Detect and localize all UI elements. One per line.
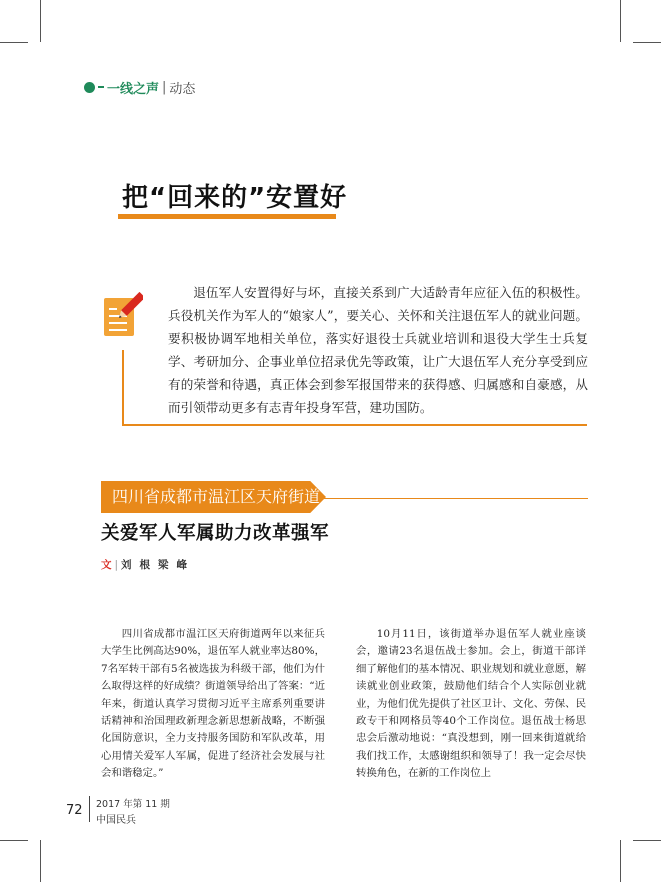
body-paragraph: 10月11日，该街道举办退伍军人就业座谈会，邀请23名退伍战士参加。会上，街道干部详细了解他们的基本情况、职业规划和就业意愿，解读就业创业政策，鼓励他们结合个人实际创业就业，为他们优先提供了社区卫计、文化、劳保、民政专干和网格员等40个工作岗位。退伍战士杨思忠会后激动地说：“真没想到，刚一回来街道就给我们找工作，太感谢组织和领导了！我一定会尽快转换角色，在新的工作岗位上 — [356, 628, 586, 780]
author-prefix: 文 — [101, 559, 112, 571]
author-separator: | — [114, 559, 119, 571]
body-column-right — [356, 626, 586, 783]
page-number: 72 — [66, 803, 83, 818]
article-subtitle: 关爱军人军属助力改革强军 — [101, 523, 330, 544]
page-title: 把“回来的”安置好 — [122, 183, 348, 213]
body-paragraph: 四川省成都市温江区天府街道两年以来征兵大学生比例高达90%，退伍军人就业率达80%，7名军转干部有5名被选拔为科级干部，他们为什么取得这样的好成绩？街道领导给出了答案：“近年来，街道认真学习贯彻习近平主席系列重要讲话精神和治国理政新理念新思想新战略，不断强化国防意识，全力支持服务国防和军队改革，用心用情关爱军人军属，促进了经济社会发展与社会和谐稳定。” — [101, 628, 325, 780]
header-separator: | — [162, 79, 167, 95]
title-underline — [118, 214, 336, 219]
location-label: 四川省成都市温江区天府街道 — [112, 487, 321, 506]
crop-mark — [633, 840, 661, 841]
author-line — [101, 557, 195, 572]
crop-mark — [620, 840, 621, 882]
bullet-dot-icon — [84, 82, 95, 93]
crop-mark — [40, 0, 41, 42]
intro-frame-bottom — [122, 424, 587, 426]
crop-mark — [40, 840, 41, 882]
magazine-name: 中国民兵 — [96, 815, 136, 826]
footer-divider — [89, 796, 90, 822]
body-column-left — [101, 626, 325, 783]
crop-mark — [633, 42, 661, 43]
crop-mark — [620, 0, 621, 42]
intro-paragraph: 退伍军人安置得好与坏，直接关系到广大适龄青年应征入伍的积极性。兵役机关作为军人的“娘家人”，要关心、关怀和关注退伍军人的就业问题。要积极协调军地相关单位，落实好退役士兵就业培训和退役大学生士兵复学、考研加分、企事业单位招录优先等政策，让广大退伍军人充分享受到应有的荣誉和待遇，真正体会到参军报国带来的获得感、归属感和自豪感，从而引领带动更多有志青年投身军营，建功国防。 — [168, 285, 588, 415]
dash-icon — [98, 86, 104, 88]
issue-label: 2017 年第 11 期 — [96, 799, 170, 810]
crop-mark — [0, 42, 28, 43]
section-header — [84, 78, 195, 96]
section-name: 动态 — [169, 81, 196, 97]
note-pencil-icon — [103, 292, 143, 338]
crop-mark — [0, 840, 28, 841]
author-names: 刘根梁峰 — [121, 559, 196, 571]
intro-frame-left — [122, 350, 124, 425]
column-name: 一线之声 — [107, 81, 160, 97]
